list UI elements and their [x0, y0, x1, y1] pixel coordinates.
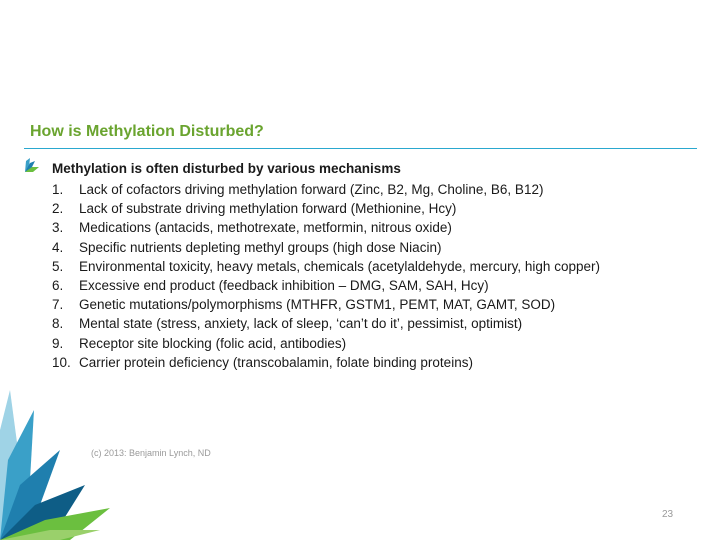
- lead-statement: Methylation is often disturbed by various mechanisms: [52, 161, 401, 176]
- list-item-number: 9.: [52, 335, 64, 351]
- list-item-number: 2.: [52, 201, 64, 217]
- list-item-text: Receptor site blocking (folic acid, antibodies): [79, 335, 347, 351]
- list-item-text: Lack of cofactors driving methylation forward (Zinc, B2, Mg, Choline, B6, B12): [79, 182, 544, 197]
- list-item-text: Lack of substrate driving methylation forward (Methionine, Hcy): [79, 201, 457, 217]
- list-item: [52, 180, 600, 199]
- list-item-number: 7.: [52, 297, 64, 313]
- fan-bullet-icon: [24, 157, 40, 173]
- list-item-text: Specific nutrients depleting methyl groups (high dose Niacin): [79, 239, 442, 255]
- list-item-text: Mental state (stress, anxiety, lack of sleep, ‘can’t do it’, pessimist, optimist): [79, 316, 523, 332]
- list-item: [52, 199, 600, 218]
- list-item-text: Medications (antacids, methotrexate, metformin, nitrous oxide): [79, 220, 452, 236]
- leaf-fan-decoration: [0, 390, 110, 540]
- list-item: [52, 218, 600, 237]
- mechanism-list: [52, 180, 600, 372]
- list-item-text: Excessive end product (feedback inhibition – DMG, SAM, SAH, Hcy): [79, 277, 489, 293]
- list-item-number: 8.: [52, 316, 64, 332]
- list-item-number: 4.: [52, 239, 64, 255]
- list-item: [52, 314, 600, 333]
- list-item: [52, 295, 600, 314]
- title-divider: [24, 148, 697, 149]
- list-item: [52, 353, 600, 372]
- list-item-number: 6.: [52, 277, 64, 293]
- list-item: [52, 334, 600, 353]
- list-item: [52, 276, 600, 295]
- list-item-number: 3.: [52, 220, 64, 236]
- list-item-text: Carrier protein deficiency (transcobalamin, folate binding proteins): [79, 354, 473, 370]
- list-item-number: 1.: [52, 182, 64, 197]
- slide-title: How is Methylation Disturbed?: [30, 123, 264, 140]
- list-item-text: Environmental toxicity, heavy metals, chemicals (acetylaldehyde, mercury, high copper): [79, 258, 600, 274]
- copyright-notice: (c) 2013: Benjamin Lynch, ND: [91, 448, 211, 458]
- list-item: [52, 238, 600, 257]
- list-item-text: Genetic mutations/polymorphisms (MTHFR, GSTM1, PEMT, MAT, GAMT, SOD): [79, 297, 556, 313]
- list-item-number: 5.: [52, 258, 64, 274]
- page-number: 23: [662, 509, 674, 520]
- list-item: [52, 257, 600, 276]
- list-item-number: 10.: [52, 354, 71, 370]
